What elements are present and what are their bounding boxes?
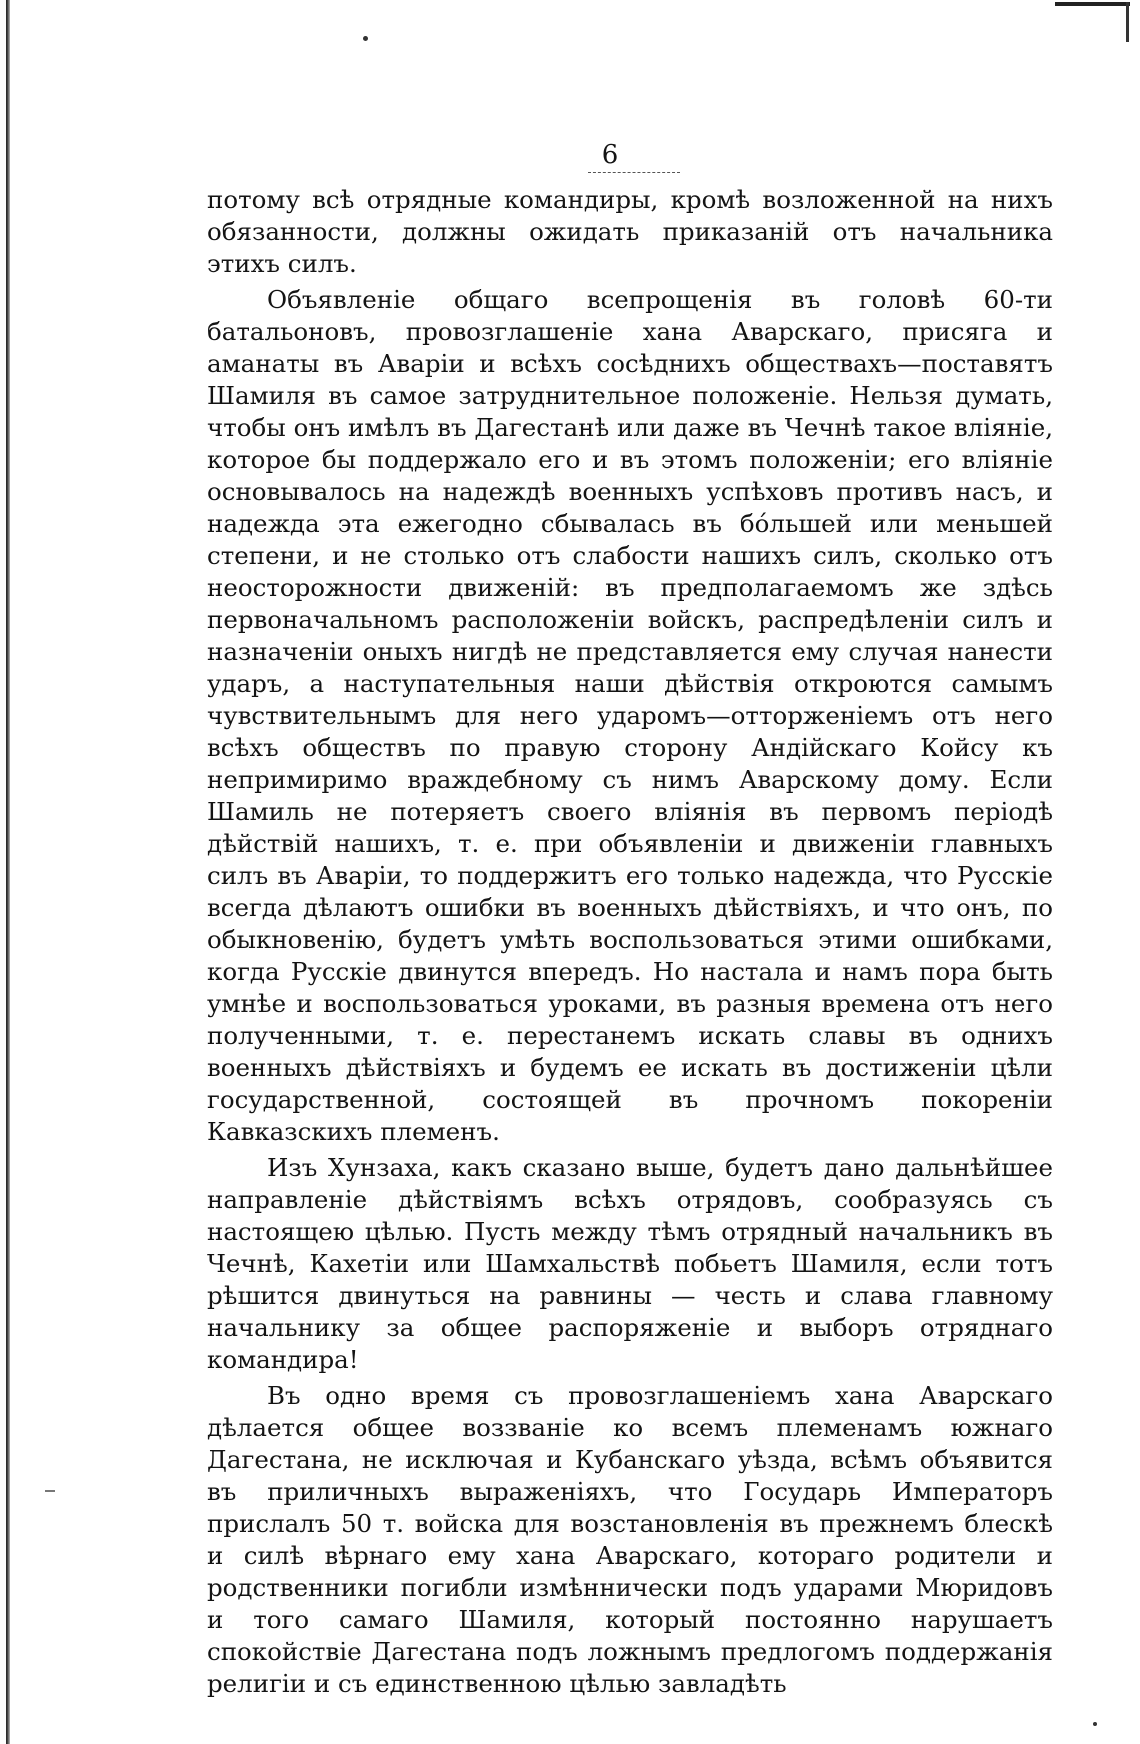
- paragraph-2: Объявленіе общаго всепрощенія въ головѣ 60-ти батальоновъ, провозглашеніе хана Аварскаго, присяга и аманаты въ Аваріи и всѣхъ сосѣднихъ обществахъ—поставятъ Шамиля въ самое затруднительное положеніе. Нельзя думать, чтобы онъ имѣлъ въ Дагестанѣ или даже въ Чечнѣ такое вліяніе, которое бы поддержало его и въ этомъ положеніи; его вліяніе основывалось на надеждѣ военныхъ успѣховъ противъ насъ, и надежда эта ежегодно сбывалась въ бóльшей или меньшей степени, и не столько отъ слабости нашихъ силъ, сколько отъ неосторожности движеній: въ предполагаемомъ же здѣсь первоначальномъ расположеніи войскъ, распредѣленіи силъ и назначеніи оныхъ нигдѣ не представляется ему случая нанести ударъ, а наступательныя наши дѣйствія откроются самымъ чувствительнымъ для него ударомъ—отторженіемъ отъ него всѣхъ обществъ по правую сторону Андійскаго Койсу къ непримиримо враждебному съ нимъ Аварскому дому. Если Шамиль не потеряетъ своего вліянія въ первомъ періодѣ дѣйствій нашихъ, т. е. при объявленіи и движеніи главныхъ силъ въ Аваріи, то поддержитъ его только надежда, что Русскіе всегда дѣлаютъ ошибки въ военныхъ дѣйствіяхъ, и что онъ, по обыкновенію, будетъ умѣть воспользоваться этими ошибками, когда Русскіе двинутся впередъ. Но настала и намъ пора быть умнѣе и воспользоваться уроками, въ разныя времена отъ него полученными, т. е. перестанемъ искать славы въ однихъ военныхъ дѣйствіяхъ и будемъ ее искать въ достиженіи цѣли государственной, состоящей въ прочномъ покореніи Кавказскихъ племенъ.: [207, 285, 1053, 1146]
- paragraph-4: Въ одно время съ провозглашеніемъ хана Аварскаго дѣлается общее воззваніе ко всемъ племенамъ южнаго Дагестана, не исключая и Кубанскаго уѣзда, всѣмъ объявится въ приличныхъ выраженіяхъ, что Государь Императоръ прислалъ 50 т. войска для возстановленія въ прежнемъ блескѣ и силѣ вѣрнаго ему хана Аварскаго, котораго родители и родственники погибли измѣннически подъ ударами Мюридовъ и того самаго Шамиля, который постоянно нарушаетъ спокойствіе Дагестана подъ ложнымъ предлогомъ поддержанія религіи и съ единственною цѣлью завладѣть: [207, 1381, 1053, 1698]
- paragraph-1: потому всѣ отрядные командиры, кромѣ возложенной на нихъ обязанности, должны ожидать приказаній отъ начальника этихъ силъ.: [207, 185, 1053, 278]
- scan-mark: [45, 1490, 55, 1492]
- paragraph-3: Изъ Хунзаха, какъ сказано выше, будетъ дано дальнѣйшее направленіе дѣйствіямъ всѣхъ отрядовъ, сообразуясь съ настоящею цѣлью. Пусть между тѣмъ отрядный начальникъ въ Чечнѣ, Кахетіи или Шамхальствѣ побьетъ Шамиля, если тотъ рѣшится двинуться на равнины — честь и слава главному начальнику за общее распоряженіе и выборъ отряднаго командира!: [207, 1153, 1053, 1374]
- text-body: [207, 184, 1053, 1700]
- scan-speck: [363, 36, 368, 41]
- scan-speck: [1093, 1722, 1097, 1726]
- scan-edge-left: [6, 0, 10, 1744]
- page-number: 6: [601, 140, 619, 170]
- scan-edge-right: [1126, 2, 1129, 42]
- scan-edge-top: [1055, 2, 1130, 6]
- page-number-rule: [588, 172, 680, 174]
